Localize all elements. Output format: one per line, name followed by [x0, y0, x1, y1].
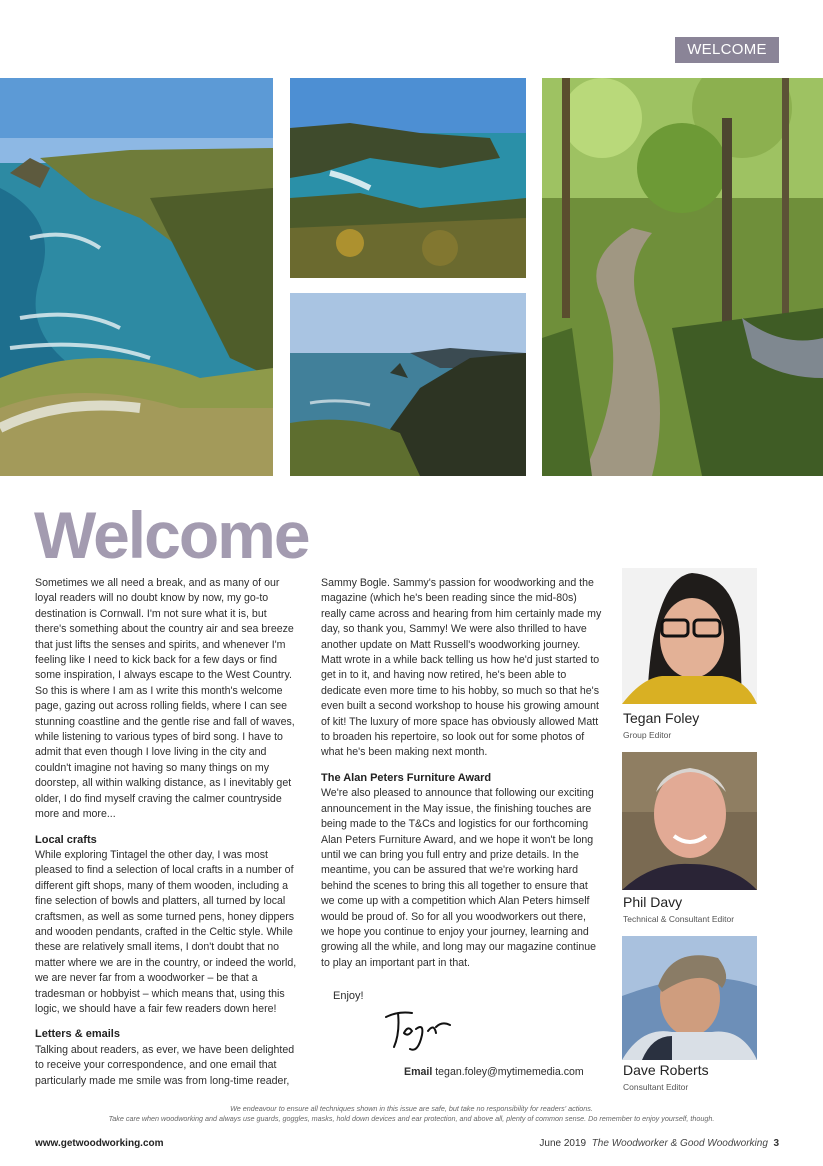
paragraph: We're also pleased to announce that following our exciting announcement in the May issue, the finishing touches are being made to the T&Cs and logistics for our forthcoming Alan Peters Furniture Award, and we hope it won't be long until we can bring you full entry and prize details. In the meantime, you can be assured that we're working hard behind the scenes to bring this all together to ensure that we come up with a competition which Alan Peters himself would be proud of. So for all you woodworkers out there, we hope you continue to enjoy your journey, learning and growing all the while, and long may our magazine continue to play an important part in that. — [321, 787, 597, 969]
paragraph: Sammy Bogle. Sammy's passion for woodworking and the magazine (which he's been reading since the mid-80s) really came across and hearing from him certainly made my day, so thank you, Sammy! We were also thrilled to have another update on Matt Russell's woodworking journey. Matt wrote in a while back telling us how he'd just started to get in to it, and having now retired, he's been able to dedicate even more time to his hobby, so much so that he's even built a second workshop to house his growing amount of kit! The luxury of more space has obviously allowed Matt to broaden his repertoire, so look out for some photos of what he's been making next month. — [321, 577, 602, 759]
article-column-2 — [321, 576, 602, 981]
issue-date: June 2019 — [539, 1138, 587, 1149]
disclaimer-line: Take care when woodworking and always use guards, goggles, masks, hold down devices and ear protection, and above all, plenty of common sense. Do remember to enjoy yourself, though. — [108, 1114, 715, 1123]
section-tag: WELCOME — [675, 37, 779, 63]
paragraph: While exploring Tintagel the other day, I was most pleased to find a selection of local crafts in a number of different gift shops, many of them wooden, including a fine selection of bowls and platters, all turned by local craftsmen, as well as some turned pens, honey dippers and wooden pendants, crafted in the Celtic style. While these are relatively small items, I don't doubt that no matter where we are in the country, or indeed the world, we are never far from a woodworker – be that a tradesman or hobbyist – which means that, using this logic, we should have a fair few readers down here! — [35, 848, 297, 1015]
sign-off: Enjoy! — [333, 990, 364, 1002]
disclaimer-line: We endeavour to ensure all techniques shown in this issue are safe, but take no responsibility for readers' actions. — [230, 1104, 593, 1113]
avatar — [622, 752, 757, 890]
coastline-photo — [0, 78, 273, 476]
avatar — [622, 568, 757, 704]
subheading-letters-emails: Letters & emails — [35, 1028, 120, 1041]
staff-name: Phil Davy — [623, 894, 683, 910]
subheading-local-crafts: Local crafts — [35, 833, 97, 846]
woodland-path-photo — [542, 78, 823, 476]
editor-email: Email tegan.foley@mytimemedia.com — [404, 1066, 584, 1078]
page-number: 3 — [773, 1138, 779, 1149]
headland-photo — [290, 293, 526, 476]
page-title: Welcome — [34, 498, 309, 572]
email-address[interactable]: tegan.foley@mytimemedia.com — [435, 1066, 584, 1078]
staff-name: Tegan Foley — [623, 710, 700, 726]
cliffs-photo — [290, 78, 526, 278]
magazine-title: The Woodworker & Good Woodworking — [591, 1138, 768, 1149]
website-link[interactable]: www.getwoodworking.com — [35, 1138, 164, 1149]
signature — [378, 1003, 458, 1058]
subheading-alan-peters-award: The Alan Peters Furniture Award — [321, 771, 492, 784]
paragraph: Sometimes we all need a break, and as many of our loyal readers will no doubt know by now, my go-to destination is Cornwall. I'm not sure what it is, but there's something about the country air and sea breeze that just lifts the senses and spirits, and whenever I'm feeling like I need to kick back for a few days or find some inspiration, I always escape to the West Country. So this is where I am as I write this month's welcome page, gazing out across rolling fields, where I can see stunning coastline and the gentle rise and fall of waves, while listening to various types of bird song. I have to admit that even though I love living in the city and couldn't imagine not having so many things on my doorstep, all within walking distance, as I inevitably get older, I do find myself craving the calmer countryside more and more... — [35, 577, 295, 821]
staff-role: Consultant Editor — [623, 1082, 689, 1092]
staff-role: Technical & Consultant Editor — [623, 914, 735, 924]
staff-role: Group Editor — [623, 730, 672, 740]
avatar — [622, 936, 757, 1060]
article-column-1 — [35, 576, 301, 1099]
folio — [539, 1138, 779, 1149]
staff-name: Dave Roberts — [623, 1062, 709, 1078]
paragraph: Talking about readers, as ever, we have been delighted to receive your correspondence, and one email that particularly made me smile was from long-time reader, — [35, 1043, 295, 1087]
